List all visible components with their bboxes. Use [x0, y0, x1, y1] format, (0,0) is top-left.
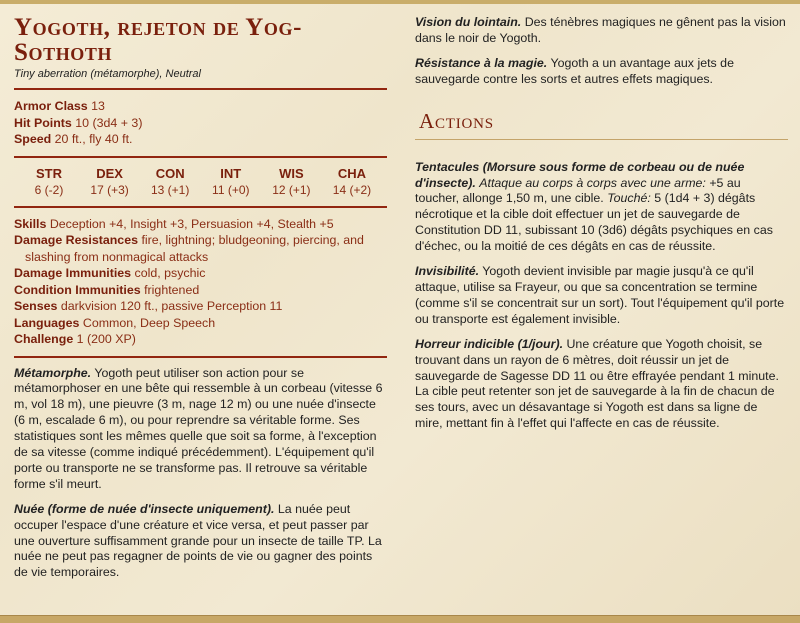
ability-cha: CHA 14 (+2): [332, 165, 372, 197]
trait-shapechanger: Métamorphe. Yogoth peut utiliser son action pour se métamorphoser en une bête qui ressemble à un corbeau (vitesse 6 m, vol 18 m), une pieuvre (3 m, nage 12 m) ou une nuée d'insecte (6 m, escalade 6 m), ou pour reprendre sa véritable forme. Ses statistiques sont les mêmes quelle que soit sa forme, à l'exception de sa vitesse (comme indiqué précédemment). L'équipement qu'il porte ou transporte ne se transforme pas. Il retrouve sa véritable forme s'il meurt.: [14, 365, 383, 491]
skills: Skills Deception +4, Insight +3, Persuasion +4, Stealth +5: [14, 216, 334, 231]
languages: Languages Common, Deep Speech: [14, 315, 216, 330]
monster-name: Yogoth, rejeton de Yog-Sothoth: [14, 14, 303, 66]
speed: Speed 20 ft., fly 40 ft.: [14, 132, 133, 146]
action-invisibility: Invisibilité. Yogoth devient invisible par magie jusqu'à ce qu'il attaque, utilise sa Frayeur, ou que sa concentration se termine (comme s'il se concentrait sur un sort). Tout l'équipement qu'il porte ou transporte est également invisible.: [415, 264, 785, 326]
condition-immunities: Condition Immunities frightened: [14, 282, 200, 297]
stat-block-left-column: [14, 0, 387, 590]
challenge: Challenge 1 (200 XP): [14, 332, 136, 346]
ability-scores: [14, 166, 387, 198]
armor-class: Armor Class 13: [14, 99, 105, 113]
damage-immunities: Damage Immunities cold, psychic: [14, 266, 206, 280]
divider: [14, 156, 387, 158]
ability-int: INT 11 (+0): [212, 165, 250, 197]
monster-type: Tiny aberration (métamorphe), Neutral: [14, 68, 201, 80]
trait-magic-resistance: Résistance à la magie. Yogoth a un avantage aux jets de sauvegarde contre les sorts et autres effets magiques.: [415, 55, 734, 86]
divider: [415, 139, 788, 140]
ability-con: CON 13 (+1): [151, 165, 190, 197]
senses: Senses darkvision 120 ft., passive Perception 11: [14, 299, 283, 313]
stat-block-right-column: [415, 0, 788, 441]
action-unspeakable-horror: Horreur indicible (1/jour). Une créature que Yogoth choisit, se trouvant dans un rayon de 6 mètres, doit réussir un jet de sauvegarde de Sagesse DD 11 ou être effrayée pendant 1 minute. La cible peut retenter son jet de sauvegarde à la fin de chacun de ses tours, avec un désavantage si Yogoth est dans sa ligne de mire, mettant fin à l'effet qui l'affecte en cas de réussite.: [415, 336, 779, 431]
trait-far-vision: Vision du lointain. Des ténèbres magiques ne gênent pas la vision dans le noir de Yogoth.: [415, 15, 786, 45]
divider: [14, 356, 387, 358]
divider: [14, 206, 387, 208]
action-tentacles: Tentacules (Morsure sous forme de corbeau ou de nuée d'insecte). Attaque au corps à corps avec une arme: +5 au toucher, allonge 1,50 m, une cible. Touché: 5 (1d4 + 3) dégâts nécrotique et la cible doit effectuer un jet de sauvegarde de Constitution DD 11, subissant 10 (3d6) dégâts psychiques en cas d'échec, ou la moitié de ces dégâts en cas de réussite.: [415, 159, 773, 254]
divider: [14, 88, 387, 90]
hit-points: Hit Points 10 (3d4 + 3): [14, 115, 143, 130]
actions-heading: Actions: [419, 108, 494, 133]
damage-resistances: Damage Resistances fire, lightning; bludgeoning, piercing, and slashing from nonmagical attacks: [14, 233, 364, 264]
trait-swarm: Nuée (forme de nuée d'insecte uniquement). La nuée peut occuper l'espace d'une créature et vice versa, et peut passer par une ouverture suffisamment grande pour un insecte de taille TP. La nuée ne peut pas regagner de points de vie ou gagner des points de vie temporaires.: [14, 501, 382, 580]
ability-wis: WIS 12 (+1): [272, 165, 311, 197]
page-bottom-border: [0, 615, 800, 623]
ability-dex: DEX 17 (+3): [90, 165, 129, 197]
ability-str: STR 6 (-2): [34, 165, 64, 197]
